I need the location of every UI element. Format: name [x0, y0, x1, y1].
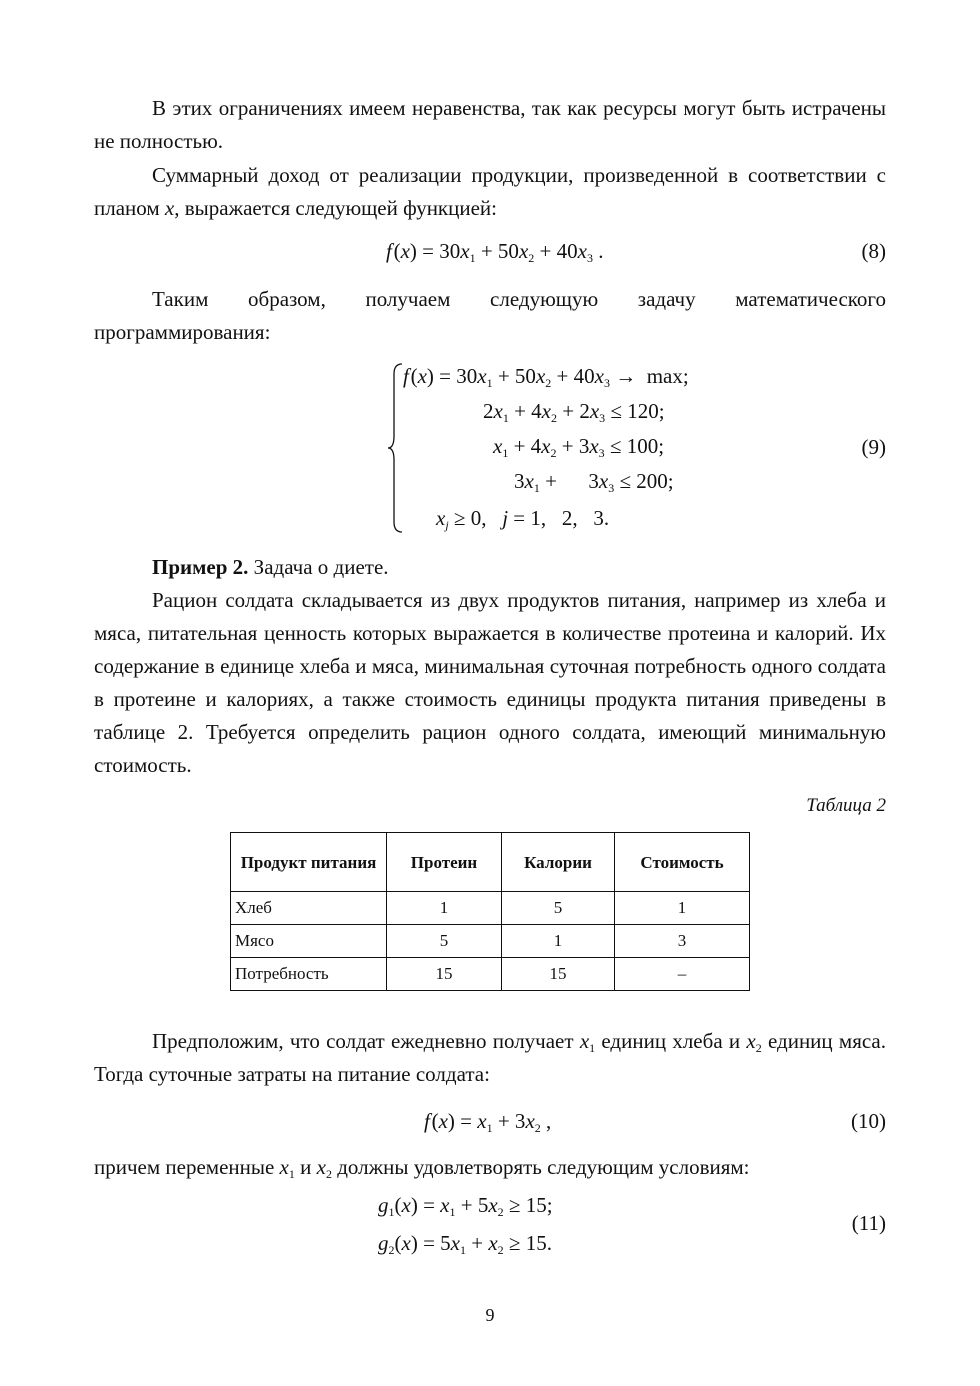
diet-table	[230, 832, 750, 991]
equation-8-number: (8)	[861, 239, 886, 263]
table-row	[231, 958, 750, 991]
paragraph-total-income-pre: Суммарный доход от реализации продукции, произведенной в соответствии с планом	[94, 163, 886, 220]
page-number: 9	[485, 1305, 495, 1325]
equation-9-number: (9)	[861, 435, 886, 459]
table-cell: –	[615, 958, 750, 991]
table-caption: Таблица 2	[806, 795, 886, 816]
table-cell: Мясо	[231, 925, 387, 958]
table-row	[231, 925, 750, 958]
table-row	[231, 892, 750, 925]
table-cell: 1	[502, 925, 615, 958]
header-protein: Протеин	[387, 833, 502, 892]
system-constraint-3: $3x_1$ + $3x_3 \le 200$;	[514, 469, 674, 495]
example-subtitle: Задача о диете.	[248, 555, 389, 579]
header-calories: Калории	[502, 833, 615, 892]
table-header-row	[231, 833, 750, 892]
system-constraint-1: $2x_1 + 4x_2 + 2x_3 \le 120$;	[483, 399, 665, 425]
paragraph-diet-description: Рацион солдата складывается из двух продуктов питания, например из хлеба и мяса, питательная ценность которых выражается в количестве протеина и калорий. Их содержание в единице хлеба и мяса, минимальная суточная потребность одного солдата в протеине и калориях, а также стоимость единицы продукта питания приведены в таблице 2. Требуется определить рацион одного солдата, имеющий минимальную стоимость.	[94, 588, 886, 777]
header-cost: Стоимость	[615, 833, 750, 892]
paragraph-total-income-post: , выражается следующей функцией:	[174, 196, 498, 220]
equation-8: f $(x) = 30x_1 + 50x_2 + 40x_3$ .	[386, 239, 604, 265]
system-constraint-2: $x_1 + 4x_2 + 3x_3 \le 100$;	[493, 434, 665, 460]
table-cell: 5	[502, 892, 615, 925]
conditions-text-c: должны удовлетворять следующим условиям:	[331, 1155, 750, 1179]
paragraph-total-income	[94, 159, 886, 225]
paragraph-math-programming: Таким образом, получаем следующую задачу математического программирования:	[94, 287, 886, 344]
table-cell: Потребность	[231, 958, 387, 991]
table-cell: 3	[615, 925, 750, 958]
conditions-text-b: и	[294, 1155, 317, 1179]
table-cell: 15	[387, 958, 502, 991]
conditions-text-a: причем переменные	[94, 1155, 280, 1179]
example-heading	[94, 551, 886, 584]
table-cell: 15	[502, 958, 615, 991]
system-brace	[388, 362, 404, 534]
paragraph-conditions: причем переменные $x_1$ и $x_2$ должны удовлетворять следующим условиям:	[94, 1155, 750, 1181]
equation-11-line-1: $g_1(x) = x_1 + 5x_2 \ge 15$;	[378, 1193, 553, 1219]
paragraph-constraints-note: В этих ограничениях имеем неравенства, так как ресурсы могут быть истрачены не полностью.	[94, 96, 886, 153]
assumption-text-c: единиц мяса. Тогда суточные затраты на питание солдата:	[94, 1029, 887, 1086]
system-nonnegativity: $x_j \ge 0$, j = 1, 2, 3.	[436, 506, 610, 532]
equation-11-line-2: $g_2(x) = 5x_1 + x_2 \ge 15$.	[378, 1231, 552, 1257]
assumption-text-a: Предположим, что солдат ежедневно получает	[152, 1029, 580, 1053]
system-objective: f $(x) = 30x_1 + 50x_2 + 40x_3 \to \max$;	[403, 364, 689, 390]
table-cell: Хлеб	[231, 892, 387, 925]
equation-10-number: (10)	[851, 1109, 886, 1133]
header-product: Продукт питания	[231, 833, 387, 892]
equation-11-number: (11)	[851, 1211, 886, 1235]
example-title: Пример 2.	[152, 555, 249, 579]
variable-x: x	[164, 196, 175, 220]
table-cell: 5	[387, 925, 502, 958]
table-cell: 1	[615, 892, 750, 925]
system-max-label: max;	[646, 364, 689, 388]
equation-10: f $(x) = x_1 + 3x_2$ ,	[424, 1109, 552, 1135]
paragraph-assumption: Предположим, что солдат ежедневно получает $x_1$ единиц хлеба и $x_2$ единиц мяса. Тогда суточные затраты на питание солдата:	[94, 1029, 887, 1086]
table-cell: 1	[387, 892, 502, 925]
assumption-text-b: единиц хлеба и	[595, 1029, 747, 1053]
